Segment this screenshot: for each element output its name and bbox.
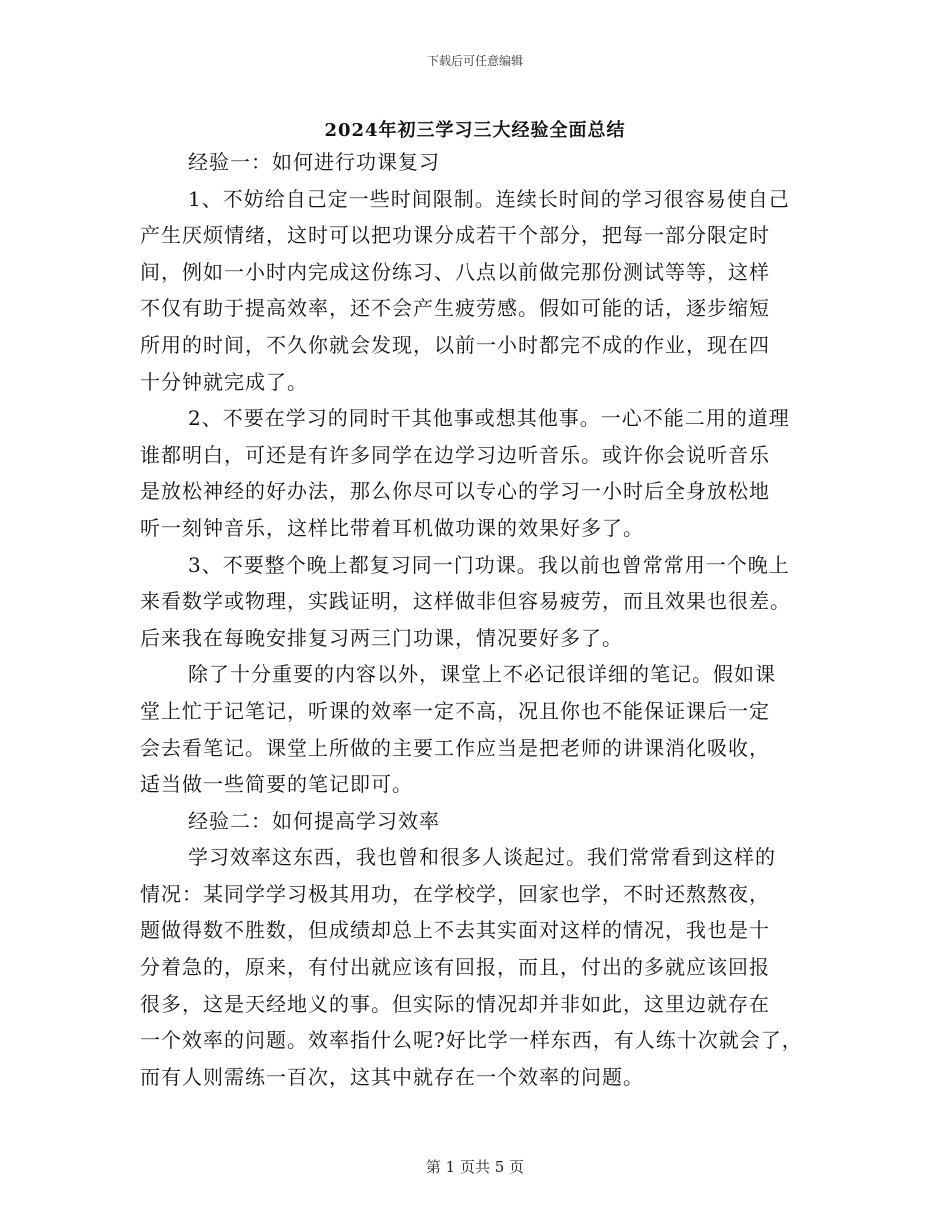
text-line: 分着急的，原来，有付出就应该有回报，而且，付出的多就应该回报 bbox=[140, 955, 770, 980]
text-line: 经验二：如何提高学习效率 bbox=[188, 808, 440, 833]
text-line: 经验一：如何进行功课复习 bbox=[188, 150, 440, 174]
page-footer: 第 1 页共 5 页 bbox=[425, 1158, 525, 1176]
text-line: 除了十分重要的内容以外，课堂上不必记很详细的笔记。假如课 bbox=[188, 662, 776, 687]
text-line: 3、不要整个晚上都复习同一门功课。我以前也曾常常用一个晚上 bbox=[188, 552, 790, 577]
text-line: 适当做一些简要的笔记即可。 bbox=[140, 772, 413, 797]
text-line: 间，例如一小时内完成这份练习、八点以前做完那份测试等等，这样 bbox=[140, 259, 770, 284]
text-line: 而有人则需练一百次，这其中就存在一个效率的问题。 bbox=[140, 1064, 644, 1089]
text-line: 听一刻钟音乐，这样比带着耳机做功课的效果好多了。 bbox=[140, 515, 644, 540]
text-line: 谁都明白，可还是有许多同学在边学习边听音乐。或许你会说听音乐 bbox=[140, 442, 770, 467]
page-header: 下载后可任意编辑 bbox=[426, 54, 523, 68]
text-line: 题做得数不胜数，但成绩却总上不去其实面对这样的情况，我也是十 bbox=[140, 918, 770, 943]
text-line: 不仅有助于提高效率，还不会产生疲劳感。假如可能的话，逐步缩短 bbox=[140, 296, 770, 321]
text-line: 十分钟就完成了。 bbox=[140, 369, 308, 394]
text-line: 产生厌烦情绪，这时可以把功课分成若干个部分，把每一部分限定时 bbox=[140, 223, 770, 248]
text-line: 后来我在每晚安排复习两三门功课，情况要好多了。 bbox=[140, 625, 623, 650]
text-line: 来看数学或物理，实践证明，这样做非但容易疲劳，而且效果也很差。 bbox=[140, 589, 791, 614]
document-title: 2024年初三学习三大经验全面总结 bbox=[324, 120, 626, 141]
text-line: 一个效率的问题。效率指什么呢?好比学一样东西，有人练十次就会了， bbox=[140, 1028, 803, 1053]
text-line: 很多，这是天经地义的事。但实际的情况却并非如此，这里边就存在 bbox=[140, 991, 770, 1016]
text-line: 2、不要在学习的同时干其他事或想其他事。一心不能二用的道理 bbox=[188, 406, 790, 431]
text-line: 是放松神经的好办法，那么你尽可以专心的学习一小时后全身放松地 bbox=[140, 479, 770, 504]
text-line: 会去看笔记。课堂上所做的主要工作应当是把老师的讲课消化吸收， bbox=[140, 735, 770, 760]
text-line: 堂上忙于记笔记，听课的效率一定不高，况且你也不能保证课后一定 bbox=[140, 698, 770, 723]
text-line: 学习效率这东西，我也曾和很多人谈起过。我们常常看到这样的 bbox=[188, 845, 776, 870]
text-line: 1、不妨给自己定一些时间限制。连续长时间的学习很容易使自己 bbox=[188, 186, 790, 211]
document-body bbox=[140, 144, 810, 1095]
text-line: 情况：某同学学习极其用功，在学校学，回家也学，不时还熬熬夜， bbox=[140, 881, 770, 906]
text-line: 所用的时间，不久你就会发现，以前一小时都完不成的作业，现在四 bbox=[140, 332, 770, 357]
